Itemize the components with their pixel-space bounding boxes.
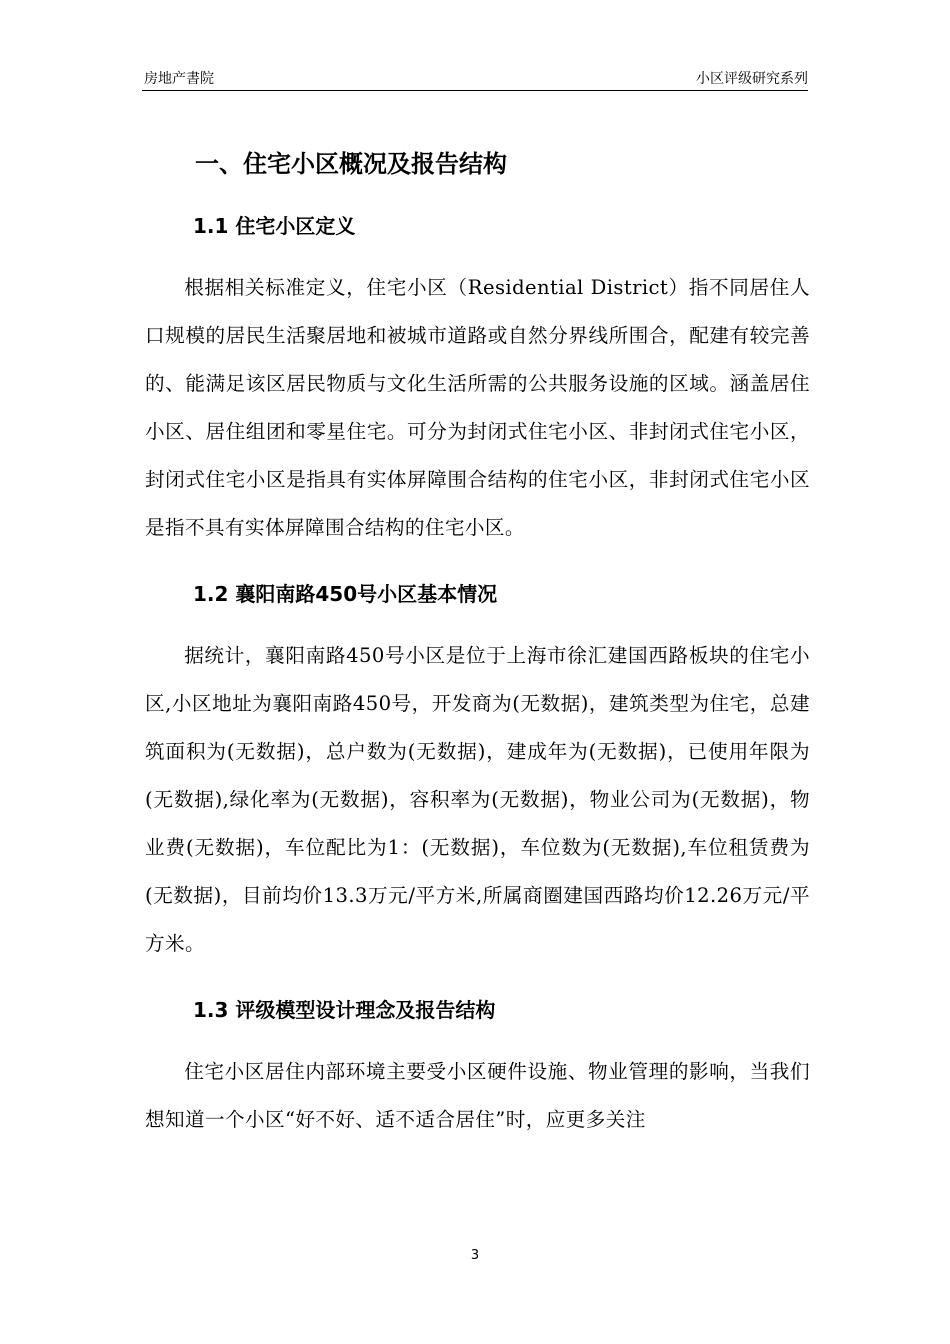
section-heading-1-1: 1.1 住宅小区定义 [193, 214, 356, 238]
header-right-text: 小区评级研究系列 [696, 71, 808, 87]
section-paragraph-1-3: 住宅小区居住内部环境主要受小区硬件设施、物业管理的影响，当我们想知道一个小区“好不好、适不适合居住”时，应更多关注 [145, 1060, 810, 1131]
section-heading-1-2: 1.2 襄阳南路450号小区基本情况 [193, 582, 498, 606]
section-paragraph-1-2: 据统计，襄阳南路450号小区是位于上海市徐汇建国西路板块的住宅小区,小区地址为襄阳南路450号，开发商为(无数据)，建筑类型为住宅，总建筑面积为(无数据)，总户数为(无数据)，建成年为(无数据)，已使用年限为(无数据),绿化率为(无数据)，容积率为(无数据)，物业公司为(无数据)，物业费(无数据)，车位配比为1：(无数据)，车位数为(无数据),车位租赁费为(无数据)，目前均价13.3万元/平方米,所属商圈建国西路均价12.26万元/平方米。 [145, 644, 810, 955]
section-paragraph-1-1: 根据相关标准定义，住宅小区（Residential District）指不同居住人口规模的居民生活聚居地和被城市道路或自然分界线所围合，配建有较完善的、能满足该区居民物质与文化生活所需的公共服务设施的区域。涵盖居住小区、居住组团和零星住宅。可分为封闭式住宅小区、非封闭式住宅小区，封闭式住宅小区是指具有实体屏障围合结构的住宅小区，非封闭式住宅小区是指不具有实体屏障围合结构的住宅小区。 [145, 276, 810, 539]
page-number: 3 [470, 1248, 480, 1263]
header-left-text: 房地产書院 [144, 71, 214, 87]
section-heading-1-3: 1.3 评级模型设计理念及报告结构 [193, 998, 496, 1022]
page-content [145, 140, 810, 1144]
chapter-title: 一、住宅小区概况及报告结构 [195, 150, 507, 178]
page-header [142, 66, 808, 91]
